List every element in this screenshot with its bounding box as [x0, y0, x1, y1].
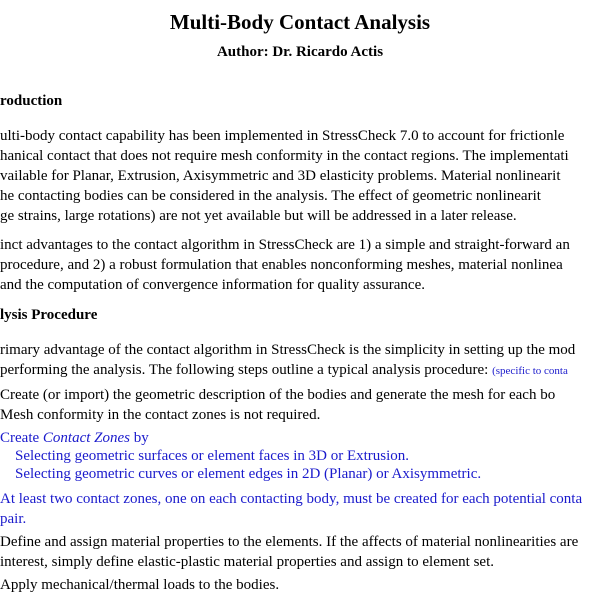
step-1-line: Create (or import) the geometric description of the bodies and generate the mesh for each bo — [0, 387, 556, 403]
step-2-text: Create — [0, 430, 43, 446]
paragraph-line: ulti-body contact capability has been implemented in StressCheck 7.0 to account for frictionle — [0, 128, 565, 144]
step-2-subitem: Selecting geometric surfaces or element faces in 3D or Extrusion. — [15, 448, 410, 464]
step-2-text: by — [129, 430, 149, 446]
document-title: Multi-Body Contact Analysis — [169, 10, 431, 34]
document-author: Author: Dr. Ricardo Actis — [216, 44, 384, 60]
step-4-line: interest, simply define elastic-plastic material properties and assign to element set. — [0, 554, 495, 570]
step-3-line: At least two contact zones, one on each contacting body, must be created for each potential conta — [0, 491, 583, 507]
paragraph-line: and the computation of convergence information for quality assurance. — [0, 277, 425, 293]
contact-zones-term: Contact Zones — [42, 430, 130, 446]
introduction-heading: roduction — [0, 93, 63, 109]
step-2-subitem: Selecting geometric curves or element edges in 2D (Planar) or Axisymmetric. — [15, 466, 482, 482]
paragraph-line — [0, 361, 568, 380]
step-3-line: pair. — [0, 511, 27, 527]
analysis-procedure-heading: lysis Procedure — [0, 307, 98, 323]
paragraph-text: performing the analysis. The following steps outline a typical analysis procedure: — [0, 362, 493, 378]
paragraph-line: ge strains, large rotations) are not yet available but will be addressed in a later release. — [0, 208, 517, 224]
step-4-line: Define and assign material properties to the elements. If the affects of material nonlinearities are — [0, 534, 579, 550]
procedure-note-link[interactable]: (specific to conta — [492, 365, 568, 377]
paragraph-line: he contacting bodies can be considered in the analysis. The effect of geometric nonlinearit — [0, 188, 541, 204]
paragraph-line: vailable for Planar, Extrusion, Axisymmetric and 3D elasticity problems. Material nonlinearit — [0, 168, 561, 184]
step-5-line: Apply mechanical/thermal loads to the bodies. — [0, 577, 280, 593]
paragraph-line: hanical contact that does not require mesh conformity in the contact regions. The implementati — [0, 148, 569, 164]
paragraph-line: procedure, and 2) a robust formulation that enables nonconforming meshes, material nonlinea — [0, 257, 563, 273]
paragraph-line: rimary advantage of the contact algorithm in StressCheck is the simplicity in setting up the mod — [0, 342, 576, 358]
paragraph-line: inct advantages to the contact algorithm in StressCheck are 1) a simple and straight-forward an — [0, 237, 570, 253]
step-2-line — [0, 429, 149, 447]
step-1-line: Mesh conformity in the contact zones is not required. — [0, 407, 321, 423]
